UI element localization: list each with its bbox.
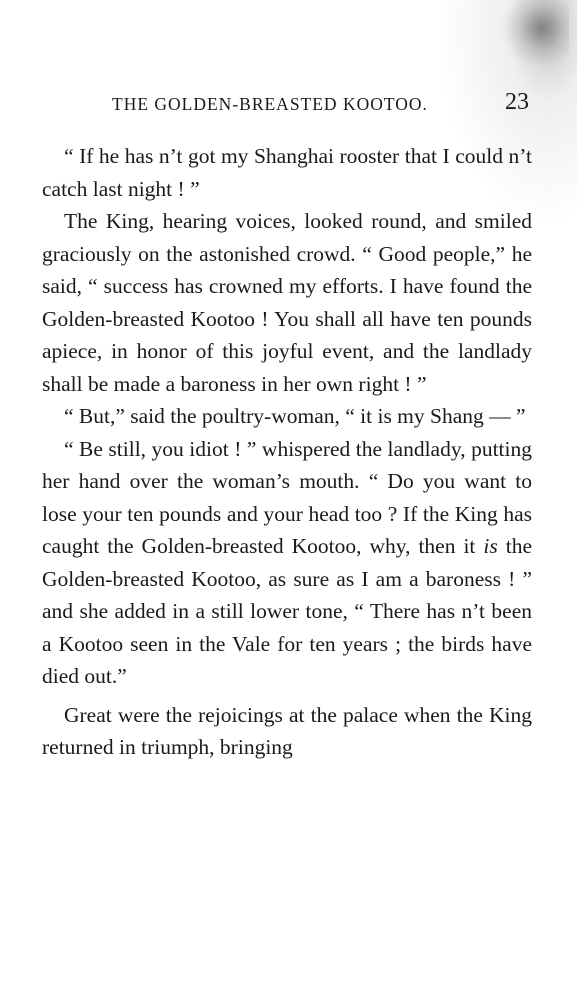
emphasis-word: is	[483, 534, 498, 558]
paragraph-2: The King, hearing voices, looked round, and smiled graciously on the astonished crowd. “ Good people,” he said, “ success has crowned my efforts. I have found the Golden-breasted Kootoo ! You shall all have ten pounds apiece, in honor of this joyful event, and the landlady shall be made a baroness in her own right ! ”	[42, 209, 532, 396]
paragraph-4	[42, 433, 532, 693]
paragraph-4-part-2: the Golden-breasted Kootoo, as sure as I am a baroness ! ” and she added in a still lower tone, “ There has n’t been a Kootoo seen in the Vale for ten years ; the birds have died out.”	[42, 534, 532, 688]
paragraph-5: Great were the rejoicings at the palace when the King returned in triumph, bringing	[42, 702, 532, 759]
paragraph-3: “ But,” said the poultry-woman, “ it is my Shang — ”	[64, 404, 526, 428]
page-stain	[499, 0, 569, 70]
paragraph-1: “ If he has n’t got my Shanghai rooster that I could n’t catch last night ! ”	[42, 144, 532, 201]
paragraph-4-part-1: “ Be still, you idiot ! ” whispered the landlady, putting her hand over the woman’s mouth. “ Do you want to lose your ten pounds and your head too ? If the King has caught the Golden-breasted Kootoo, why, then it	[42, 436, 532, 558]
body-text	[42, 140, 532, 764]
page-number: 23	[505, 89, 529, 115]
running-head: THE GOLDEN-BREASTED KOOTOO.	[112, 94, 428, 114]
